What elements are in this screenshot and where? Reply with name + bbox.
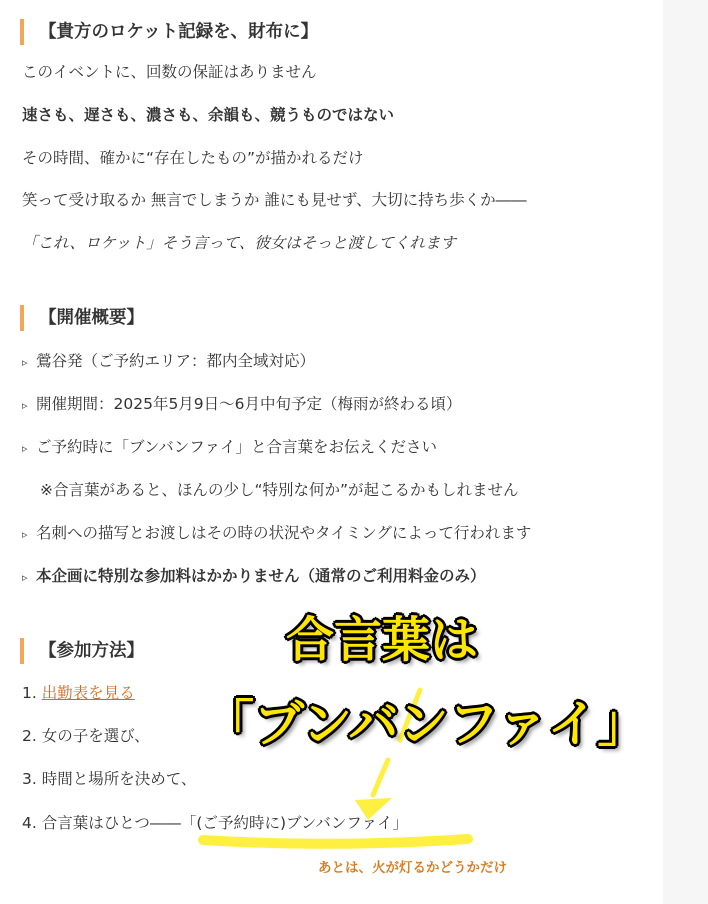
schedule-link[interactable]: 出勤表を見る (41, 684, 135, 702)
arrow-shaft-icon (373, 760, 388, 795)
overlay-footnote: あとは、火が灯るかどうかだけ (318, 860, 507, 876)
step-number: 4. (22, 814, 37, 832)
overview-item: ▹ 開催期間：2025年5月9日〜6月中旬予定（梅雨が終わる頃） (22, 393, 462, 417)
step-text: 合言葉はひとつ――「(ご予約時に)ブンバンファイ」 (41, 814, 409, 832)
step-text: 女の子を選び、 (41, 727, 150, 745)
triangle-bullet-icon: ▹ (22, 571, 28, 584)
paragraph-line: このイベントに、回数の保証はありません (22, 63, 317, 81)
section-heading-text: 【参加方法】 (39, 641, 144, 661)
triangle-bullet-icon: ▹ (22, 528, 28, 541)
overview-note: ※合言葉があると、ほんの少し“特別な何か”が起こるかもしれません (40, 481, 519, 499)
step-number: 2. (22, 727, 37, 745)
triangle-bullet-icon: ▹ (22, 356, 28, 369)
triangle-bullet-icon: ▹ (22, 399, 28, 412)
overview-item: ▹ ご予約時に「ブンバンファイ」と合言葉をお伝えください (22, 436, 437, 460)
triangle-bullet-icon: ▹ (22, 442, 28, 455)
paragraph-line-italic: 「これ、ロケット」そう言って、彼女はそっと渡してくれます (22, 234, 456, 252)
overview-item: ▹ 名刺への描写とお渡しはその時の状況やタイミングによって行われます (22, 522, 531, 546)
paragraph-line-bold: 速さも、遅さも、濃さも、余韻も、競うものではない (22, 106, 395, 124)
overview-item-bold: ▹ 本企画に特別な参加料はかかりません（通常のご利用料金のみ） (22, 565, 486, 589)
section-heading-text: 【貴方のロケット記録を、財布に】 (39, 22, 319, 42)
step-text: 時間と場所を決めて、 (41, 770, 197, 788)
step-number: 1. (22, 684, 37, 702)
paragraph-line: 笑って受け取るか 無言でしまうか 誰にも見せず、大切に持ち歩くか―― (22, 191, 527, 209)
overlay-title-line2: 「ブンバンファイ」 (204, 695, 648, 753)
section-heading-text: 【開催概要】 (39, 308, 144, 328)
highlight-underline (203, 839, 468, 844)
paragraph-line: その時間、確かに“存在したもの”が描かれるだけ (22, 149, 364, 167)
step-number: 3. (22, 770, 37, 788)
overlay-title-line1: 合言葉は (286, 612, 479, 668)
page-margin (663, 0, 708, 904)
arrow-head-icon (355, 798, 392, 820)
overview-item: ▹ 鶯谷発（ご予約エリア：都内全域対応） (22, 350, 315, 374)
